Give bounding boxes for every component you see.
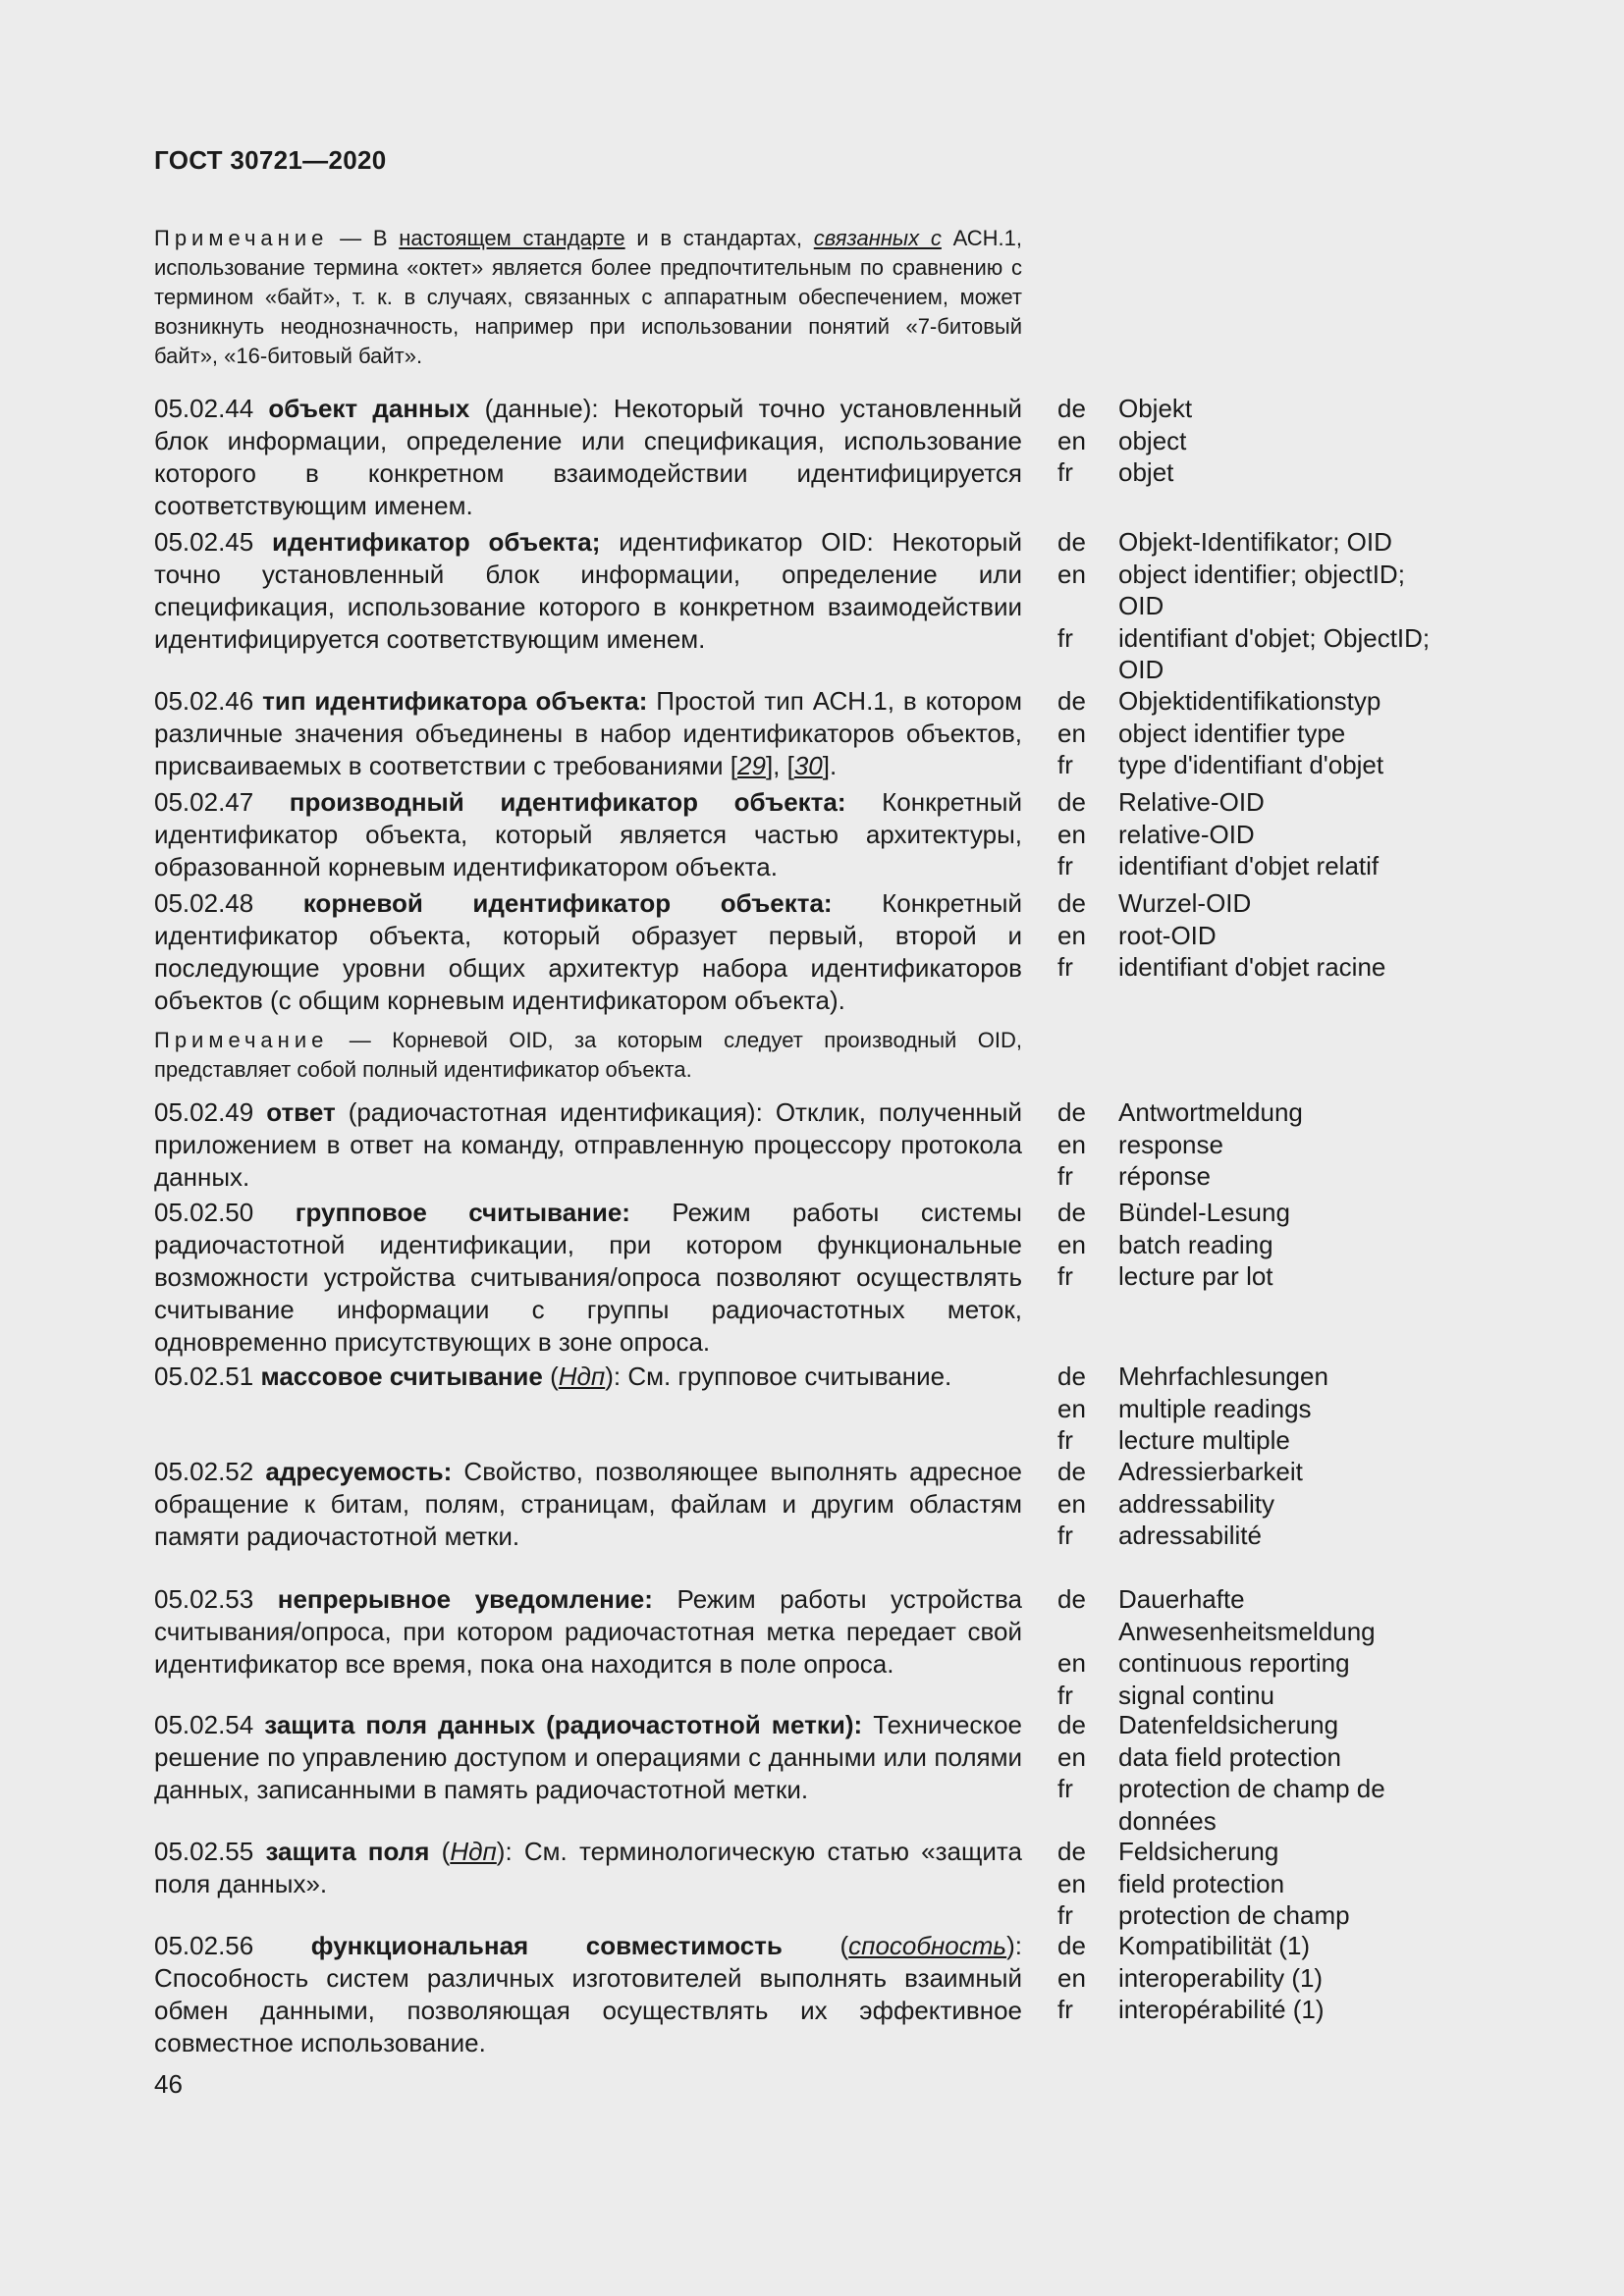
alternative-term-mark[interactable]: способность	[848, 1931, 1007, 1960]
note-link[interactable]: настоящем стандарте	[399, 226, 625, 250]
term-de: Objekt-Identifikator; OID	[1118, 527, 1392, 557]
page-number: 46	[154, 2069, 183, 2099]
term-en: data field protection	[1118, 1741, 1341, 1772]
term-translations: de Mehrfachlesungen en multiple readings fr lecture multiple	[1057, 1361, 1450, 1457]
term-translations: de Dauerhafte Anwesenheitsmeldung en continuous reporting fr signal continu	[1057, 1583, 1450, 1711]
term-name: корневой идентификатор объекта:	[302, 888, 833, 918]
note-link[interactable]: связанных с	[813, 226, 942, 250]
term-fr: identifiant d'objet; ObjectID; OID	[1118, 622, 1431, 684]
term-translations: de Kompatibilität (1) en interoperability (1) fr interopérabilité (1)	[1057, 1930, 1450, 2026]
note-label: Примечание	[154, 226, 329, 250]
term-en: continuous reporting	[1118, 1648, 1350, 1678]
term-definition: 05.02.53 непрерывное уведомление: Режим работы устройства считывания/опроса, при котором радиочастотная метка передает свой идентификатор все время, пока она находится в поле опроса.	[154, 1584, 1023, 1679]
term-en: relative-OID	[1118, 819, 1255, 849]
term-de: Kompatibilität (1)	[1118, 1931, 1311, 1960]
term-definition: 05.02.56 функциональная совместимость (способность): Способность систем различных изготовителей выполнять взаимный обмен данными, позволяющая осуществлять их эффективное совместное использование.	[154, 1931, 1022, 2057]
term-fr: protection de champ	[1118, 1900, 1350, 1930]
term-definition: 05.02.51 массовое считывание (Ндп): См. групповое считывание.	[154, 1362, 952, 1391]
document-header: ГОСТ 30721—2020	[154, 145, 387, 175]
term-fr: lecture multiple	[1118, 1425, 1290, 1455]
term-definition: 05.02.45 идентификатор объекта; идентификатор OID: Некоторый точно установленный блок информации, определение или спецификация, использование которого в конкретном взаимодействии идентифицируется соответствующим именем.	[154, 527, 1022, 654]
term-definition: 05.02.46 тип идентификатора объекта: Простой тип АСН.1, в котором различные значения объединены в набор идентификаторов объектов, присваиваемых в соответствии с требованиями [29], [30].	[154, 686, 1023, 780]
term-name: производный идентификатор объекта:	[289, 787, 846, 817]
term-de: Feldsicherung	[1118, 1837, 1279, 1866]
term-fr: réponse	[1118, 1161, 1211, 1191]
term-definition: 05.02.54 защита поля данных (радиочастотной метки): Техническое решение по управлению доступом и операциями с данными или полями данных, записанными в память радиочастотной метки.	[154, 1710, 1022, 1804]
term-definition: 05.02.48 корневой идентификатор объекта: Конкретный идентификатор объекта, который образует первый, второй и последующие уровни общих архитектур набора идентификаторов объектов (с общим корневым идентификатором объекта).	[154, 888, 1022, 1015]
term-definition: 05.02.49 ответ (радиочастотная идентификация): Отклик, полученный приложением в ответ на команду, отправленную процессору протокола данных.	[154, 1097, 1022, 1192]
term-fr: interopérabilité (1)	[1118, 1995, 1325, 2024]
term-de: Wurzel-OID	[1118, 888, 1252, 918]
term-en: object	[1118, 425, 1187, 455]
term-definition: 05.02.52 адресуемость: Свойство, позволяющее выполнять адресное обращение к битам, полям, страницам, файлам и другим областям памяти радиочастотной метки.	[154, 1457, 1022, 1551]
term-de: Relative-OID	[1118, 787, 1265, 817]
note-octet: Примечание — В настоящем стандарте и в стандартах, связанных с АСН.1, использование термина «октет» является более предпочтительным по сравнению с термином «байт», т. к. в случаях, связанных с аппаратным обеспечением, может возникнуть неоднозначность, например при использовании понятий «7-битовый байт», «16-битовый байт».	[154, 226, 1023, 368]
term-fr: identifiant d'objet relatif	[1118, 851, 1380, 881]
term-name: функциональная совместимость	[310, 1931, 783, 1960]
term-fr: protection de champ de données	[1118, 1774, 1385, 1836]
term-en: response	[1118, 1129, 1223, 1159]
reference-link[interactable]: 29	[737, 751, 766, 780]
term-en: object identifier type	[1118, 718, 1346, 748]
term-fr: identifiant d'objet racine	[1118, 952, 1386, 982]
term-fr: lecture par lot	[1118, 1261, 1273, 1291]
term-definition: 05.02.47 производный идентификатор объекта: Конкретный идентификатор объекта, который является частью архитектуры, образованной корневым идентификатором объекта.	[154, 787, 1022, 881]
term-name: тип идентификатора объекта:	[262, 686, 648, 716]
note-label: Примечание	[154, 1028, 329, 1052]
term-de: Objektidentifikationstyp	[1118, 686, 1381, 716]
term-en: root-OID	[1118, 920, 1217, 950]
term-translations: de Feldsicherung en field protection fr protection de champ	[1057, 1836, 1450, 1932]
term-translations: de Datenfeldsicherung en data field protection fr protection de champ de données	[1057, 1709, 1450, 1837]
term-de: Objekt	[1118, 394, 1193, 423]
term-translations: de Objektidentifikationstyp en object identifier type fr type d'identifiant d'objet	[1057, 685, 1450, 781]
term-name: защита поля	[265, 1837, 430, 1866]
term-de: Antwortmeldung	[1118, 1097, 1303, 1127]
term-definition: 05.02.44 объект данных (данные): Некоторый точно установленный блок информации, определение или спецификация, использование которого в конкретном взаимодействии идентифицируется соответствующим именем.	[154, 394, 1022, 520]
term-translations: de Objekt en object fr objet	[1057, 393, 1450, 489]
not-allowed-term-mark[interactable]: Ндп	[558, 1362, 606, 1391]
term-en: object identifier; objectID; OID	[1118, 559, 1405, 620]
term-name: массовое считывание	[260, 1362, 543, 1391]
term-name: идентификатор объекта;	[272, 527, 601, 557]
term-en: multiple readings	[1118, 1393, 1312, 1423]
term-de: Datenfeldsicherung	[1118, 1710, 1339, 1739]
term-fr: objet	[1118, 457, 1174, 487]
term-fr: signal continu	[1118, 1680, 1274, 1710]
term-translations: de Objekt-Identifikator; OID en object identifier; objectID; OID fr identifiant d'objet; ObjectID; OID	[1057, 526, 1450, 686]
term-name: непрерывное уведомление:	[277, 1584, 653, 1614]
term-definition: 05.02.55 защита поля (Ндп): См. терминологическую статью «защита поля данных».	[154, 1837, 1022, 1898]
term-fr: type d'identifiant d'objet	[1118, 750, 1384, 779]
note-root-oid: Примечание — Корневой OID, за которым следует производный OID, представляет собой полный идентификатор объекта.	[154, 1028, 1022, 1082]
term-name: групповое считывание:	[295, 1198, 630, 1227]
term-translations: de Antwortmeldung en response fr réponse	[1057, 1096, 1450, 1193]
term-en: batch reading	[1118, 1229, 1273, 1259]
term-name: ответ	[266, 1097, 336, 1127]
term-translations: de Relative-OID en relative-OID fr identifiant d'objet relatif	[1057, 786, 1450, 882]
reference-link[interactable]: 30	[793, 751, 823, 780]
term-translations: de Bündel-Lesung en batch reading fr lecture par lot	[1057, 1197, 1450, 1293]
term-de: Dauerhafte Anwesenheitsmeldung	[1118, 1584, 1376, 1646]
term-de: Mehrfachlesungen	[1118, 1362, 1328, 1391]
term-en: field protection	[1118, 1868, 1285, 1898]
term-name: защита поля данных (радиочастотной метки):	[264, 1710, 863, 1739]
not-allowed-term-mark[interactable]: Ндп	[450, 1837, 497, 1866]
term-fr: adressabilité	[1118, 1521, 1262, 1550]
term-en: interoperability (1)	[1118, 1962, 1324, 1993]
term-en: addressability	[1118, 1488, 1274, 1519]
term-definition: 05.02.50 групповое считывание: Режим работы системы радиочастотной идентификации, при котором функциональные возможности устройства считывания/опроса позволяют осуществлять считывание информации с группы радиочастотных меток, одновременно присутствующих в зоне опроса.	[154, 1198, 1022, 1357]
term-translations: de Wurzel-OID en root-OID fr identifiant d'objet racine	[1057, 887, 1450, 984]
term-de: Adressierbarkeit	[1118, 1457, 1303, 1486]
term-de: Bündel-Lesung	[1118, 1198, 1290, 1227]
term-translations: de Adressierbarkeit en addressability fr adressabilité	[1057, 1456, 1450, 1552]
term-name: адресуемость:	[265, 1457, 453, 1486]
term-name: объект данных	[268, 394, 470, 423]
